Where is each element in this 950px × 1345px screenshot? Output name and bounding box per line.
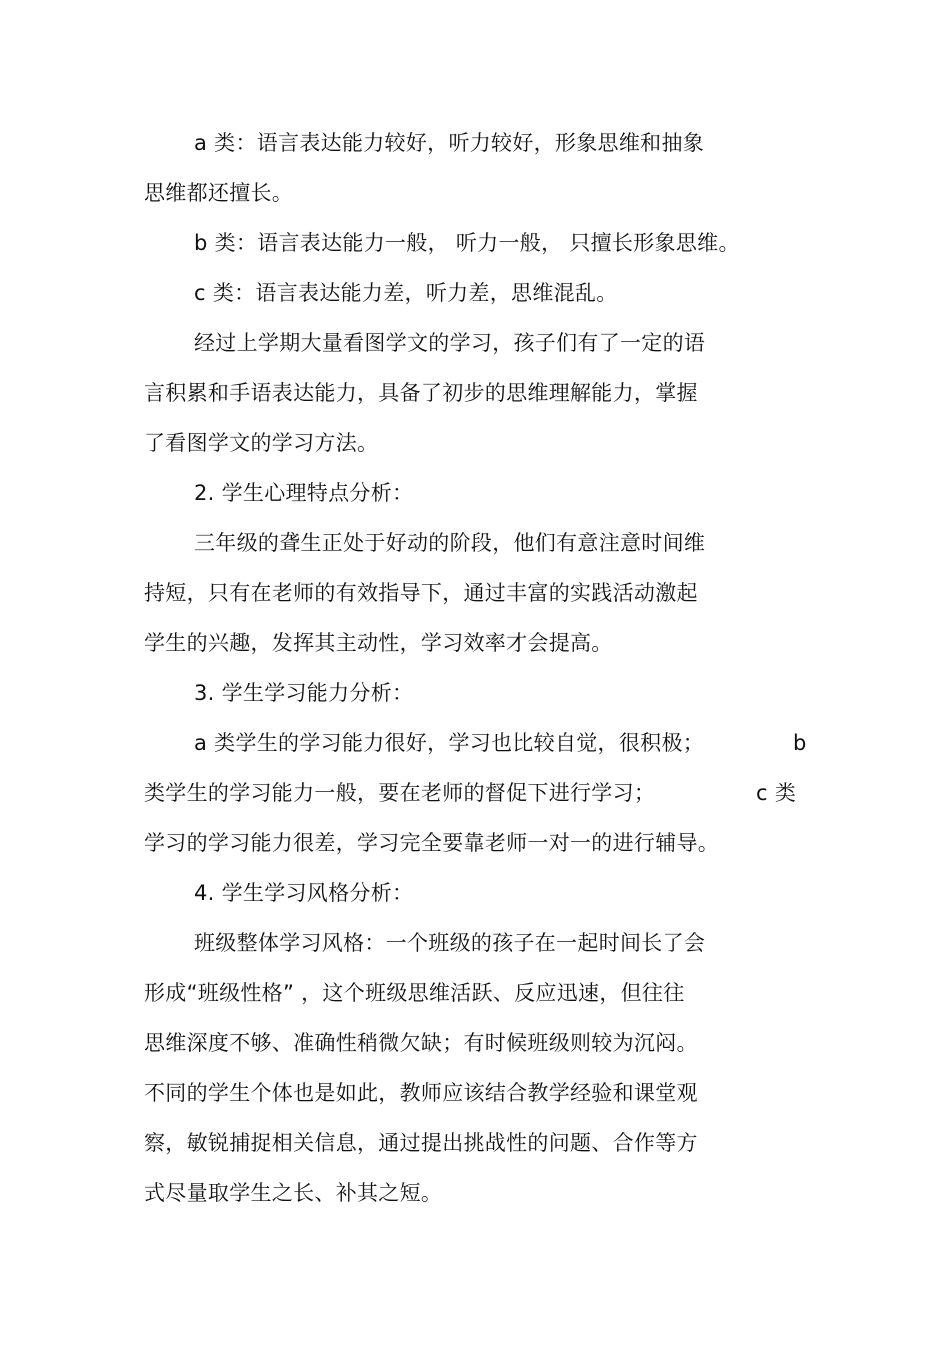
paragraph-line: 察，敏锐捕捉相关信息，通过提出挑战性的问题、合作等方 — [144, 1131, 698, 1155]
paragraph-line: 三年级的聋生正处于好动的阶段，他们有意注意时间维 — [194, 531, 706, 555]
paragraph-line: c 类：语言表达能力差，听力差，思维混乱。 — [194, 281, 618, 305]
paragraph-line: 学习的学习能力很差，学习完全要靠老师一对一的进行辅导。 — [144, 831, 720, 855]
section-heading: 4. 学生学习风格分析： — [194, 881, 414, 905]
paragraph-line: 形成“班级性格” ，这个班级思维活跃、反应迅速，但往往 — [144, 981, 685, 1005]
section-heading: 2. 学生心理特点分析： — [194, 481, 414, 505]
paragraph-line: a 类学生的学习能力很好，学习也比较自觉，很积极； — [194, 731, 705, 755]
paragraph-line: 思维深度不够、准确性稍微欠缺；有时候班级则较为沉闷。 — [144, 1031, 698, 1055]
paragraph-line: a 类：语言表达能力较好，听力较好，形象思维和抽象 — [194, 131, 705, 155]
paragraph-line-tail: c 类 — [756, 781, 797, 805]
paragraph-line: 式尽量取学生之长、补其之短。 — [144, 1181, 443, 1205]
paragraph-line: 思维都还擅长。 — [144, 181, 294, 205]
paragraph-line: 言积累和手语表达能力，具备了初步的思维理解能力，掌握 — [144, 381, 698, 405]
paragraph-line-tail: b — [793, 731, 807, 755]
section-heading: 3. 学生学习能力分析： — [194, 681, 414, 705]
paragraph-line: 学生的兴趣，发挥其主动性，学习效率才会提高。 — [144, 631, 613, 655]
paragraph-line: 经过上学期大量看图学文的学习，孩子们有了一定的语 — [194, 331, 706, 355]
paragraph-line: 不同的学生个体也是如此，教师应该结合教学经验和课堂观 — [144, 1081, 698, 1105]
paragraph-line: b 类：语言表达能力一般， 听力一般， 只擅长形象思维。 — [194, 231, 740, 255]
paragraph-line: 持短，只有在老师的有效指导下，通过丰富的实践活动激起 — [144, 581, 698, 605]
paragraph-line: 班级整体学习风格：一个班级的孩子在一起时间长了会 — [194, 931, 706, 955]
paragraph-line: 了看图学文的学习方法。 — [144, 431, 379, 455]
paragraph-line: 类学生的学习能力一般，要在老师的督促下进行学习； — [144, 781, 656, 805]
